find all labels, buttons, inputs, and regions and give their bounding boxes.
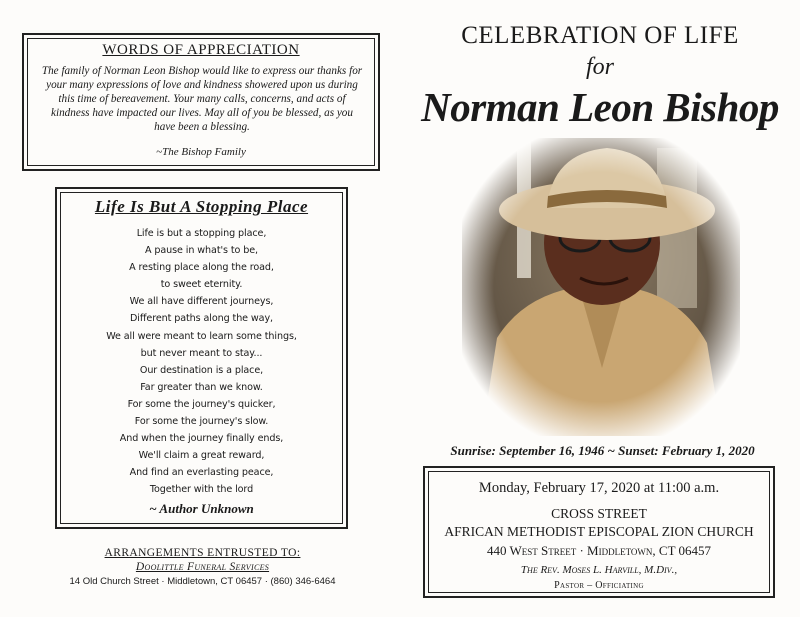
poem-line: We all have different journeys, bbox=[129, 296, 274, 308]
cover-for: for bbox=[585, 54, 614, 80]
poem-line: Far greater than we know. bbox=[140, 381, 263, 393]
pastor-role: Pastor – Officiating bbox=[554, 580, 644, 591]
deceased-name: Norman Leon Bishop bbox=[421, 84, 779, 130]
poem-title: Life Is But A Stopping Place bbox=[94, 197, 309, 216]
pastor-name: The Rev. Moses L. Harvill, M.Div., bbox=[520, 564, 678, 576]
poem-line: Different paths along the way, bbox=[130, 313, 273, 325]
poem-line: Our destination is a place, bbox=[139, 364, 264, 376]
church-name-line2: AFRICAN METHODIST EPISCOPAL ZION CHURCH bbox=[444, 524, 754, 539]
appreciation-text: The family of Norman Leon Bishop would like to express our thanks for your many expressions of love and kindness showered upon us during this time of bereavement. Your many calls, concerns, and acts of kindness have impacted our lives. May all of you be blessed, as you have been a blessing. bbox=[41, 65, 363, 133]
poem-lines bbox=[57, 225, 346, 499]
church-name-line1: CROSS STREET bbox=[551, 506, 647, 521]
cover-title: CELEBRATION OF LIFE bbox=[461, 22, 739, 49]
poem-line: And when the journey finally ends, bbox=[119, 433, 284, 445]
service-box bbox=[423, 466, 775, 598]
poem-line: For some the journey's slow. bbox=[134, 416, 269, 428]
appreciation-signature: ~The Bishop Family bbox=[156, 146, 246, 158]
arrangements-heading: ARRANGEMENTS ENTRUSTED TO: bbox=[104, 547, 301, 559]
poem-line: We all were meant to learn some things, bbox=[106, 330, 297, 342]
poem-line: but never meant to stay... bbox=[140, 347, 263, 359]
poem-line: A pause in what's to be, bbox=[145, 245, 258, 257]
funeral-home-address: 14 Old Church Street · Middletown, CT 06457 · (860) 346-6464 bbox=[69, 576, 336, 587]
life-dates: Sunrise: September 16, 1946 ~ Sunset: February 1, 2020 bbox=[450, 443, 755, 458]
service-date-time: Monday, February 17, 2020 at 11:00 a.m. bbox=[478, 480, 720, 496]
poem-line: to sweet eternity. bbox=[160, 279, 243, 291]
church-address: 440 West Street · Middletown, CT 06457 bbox=[486, 543, 712, 558]
poem-line: A resting place along the road, bbox=[129, 262, 274, 274]
arrangements-section bbox=[40, 547, 365, 587]
poem-line: We'll claim a great reward, bbox=[138, 450, 265, 462]
portrait-photo bbox=[462, 138, 740, 436]
appreciation-heading: WORDS OF APPRECIATION bbox=[102, 42, 300, 58]
appreciation-box bbox=[22, 33, 380, 171]
poem-box bbox=[55, 187, 348, 529]
poem-line: Together with the lord bbox=[149, 484, 254, 496]
poem-line: For some the journey's quicker, bbox=[127, 398, 276, 410]
funeral-home-name: Doolittle Funeral Services bbox=[135, 561, 270, 573]
poem-line: And find an everlasting peace, bbox=[129, 467, 274, 479]
poem-author: ~ Author Unknown bbox=[149, 501, 254, 516]
poem-line: Life is but a stopping place, bbox=[136, 228, 267, 239]
